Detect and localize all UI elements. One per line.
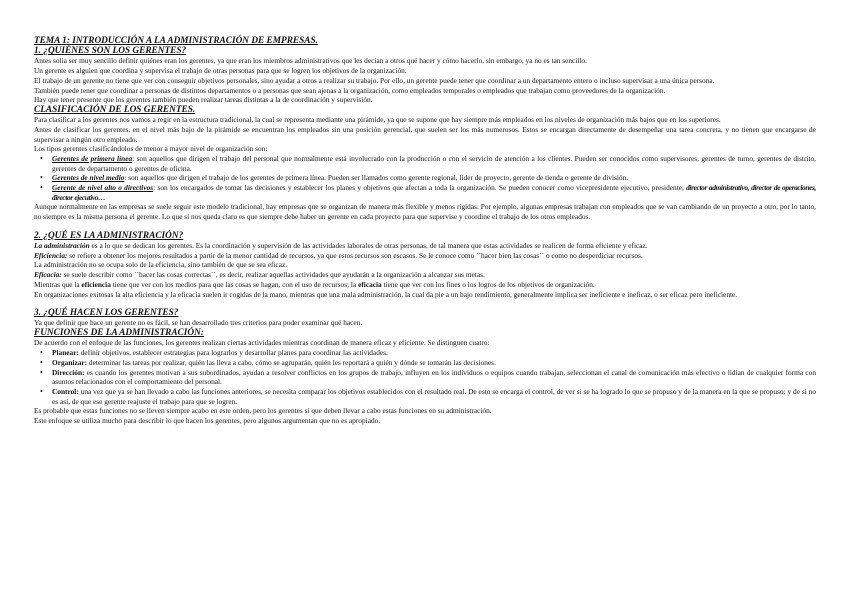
- paragraph: Ya que definir que hace un gerente no es fácil, se han desarrollado tres criterios para poder examinar qué hacen.: [34, 318, 363, 328]
- list-item-extra: director administrativo, director de operaciones, director ejecutivo…: [52, 183, 816, 202]
- list-item-text: : son aquellos que dirigen el trabajo de los gerentes de primera línea. Pueden ser llamados como gerente regional, líder de proyecto, gerente de tienda o gerente de división.: [124, 173, 629, 183]
- list-item: [52, 368, 816, 387]
- classification-heading: CLASIFICACIÓN DE LOS GERENTES.: [34, 104, 196, 115]
- term: La administración: [34, 241, 90, 251]
- paragraph: Para clasificar a los gerentes nos vamos a regir en la estructura tradicional, la cual se representa mediante una pirámide, ya que se supone que hay siempre más empleados en los niveles de organización más bajos que en los superiores.: [34, 115, 721, 125]
- text: se refiere a obtener los mejores resultados a partir de la menor cantidad de recursos, ya que estos recursos son escasos. Se le conoce como ``hacer bien las cosas´´ o como no desperdiciar recursos.: [67, 250, 643, 260]
- term: Eficacia:: [34, 270, 62, 280]
- list-item: [52, 387, 816, 406]
- functions-list: [34, 348, 816, 406]
- list-item-term: Control:: [52, 386, 79, 396]
- paragraph: En organizaciones exitosas la alta eficiencia y la eficacia suelen ir cogidas de la mano, mientras que una mala administración, la cual da pie a un bajo rendimiento, generalmente implica ser ineficiente e ineficaz, o ser eficaz pero ineficiente.: [34, 289, 738, 299]
- term: eficacia: [358, 279, 382, 289]
- text: es a lo que se dedican los gerentes. Es la coordinación y supervisión de las actividades laborales de otras personas, de tal manera que estas actividades se realicen de forma eficiente y eficaz.: [89, 241, 648, 251]
- list-item-term: Organizar:: [52, 357, 88, 367]
- list-item: [52, 154, 816, 173]
- text: tiene que ver con los medios para que las cosas se hagan, con el uso de recursos; la: [110, 279, 359, 289]
- paragraph: [34, 280, 816, 290]
- functions-heading: FUNCIONES DE LA ADMINISTRACIÓN:: [34, 328, 204, 339]
- manager-types-list: [34, 154, 816, 203]
- text: se suele describir como ``hacer las cosas correctas´´, es decir, realizar aquellas actividades que ayudarán a la organización a alcanzar sus metas.: [61, 270, 485, 280]
- list-item-text: es cuando los gerentes motivan a sus subordinados, ayudan a resolver conflictos en los grupos de trabajo, influyen en los individuos o equipos cuando trabajan, seleccionan el canal de comunicación más efectivo o lidian de cualquier forma con asuntos relacionados con el comportamiento del personal.: [52, 367, 816, 387]
- paragraph: [34, 270, 816, 280]
- paragraph: También puede tener que coordinar a personas de distintos departamentos o a personas que sean ajenas a la organización, como empleados temporales o empleados que trabajan como proveedores de la organización.: [34, 85, 666, 95]
- paragraph: Este enfoque se utiliza mucho para describir lo que hacen los gerentes, pero algunos argumentan que no es apropiado.: [34, 416, 381, 426]
- paragraph: El trabajo de un gerente no tiene que ver con conseguir objetivos personales, sino ayudar a otros a realizar su trabajo. Por ello, un gerente puede tener que coordinar a un departamento entero o incluso supervisar a una única persona.: [34, 75, 715, 85]
- paragraph: Hay que tener presente que los gerentes también pueden realizar tareas distintas a la de coordinación y supervisión.: [34, 95, 373, 105]
- section-1-heading: 1. ¿QUIÉNES SON LOS GERENTES?: [34, 46, 187, 57]
- text: Mientras que la: [34, 279, 82, 289]
- list-item: [52, 173, 816, 183]
- list-item-text: determinar las tareas por realizar, quién las lleva a cabo, cómo se agruparán, quién les reportará a quién y dónde se tomarán las decisiones.: [87, 357, 496, 367]
- list-item-text: : son aquellos que dirigen el trabajo del personal que normalmente está involucrado con la producción o con el servicio de atención a los clientes. Pueden ser conocidos como supervisores, gerentes de turno, gerentes de distrito, gerentes de departamento o gerentes de oficina.: [52, 153, 816, 173]
- paragraph: [34, 241, 816, 251]
- paragraph: De acuerdo con el enfoque de las funciones, los gerentes realizan ciertas actividades mientras coordinan de manera eficaz y eficiente. Se distinguen cuatro:: [34, 338, 490, 348]
- paragraph: Un gerente es alguien que coordina y supervisa el trabajo de otras personas para que se logren los objetivos de la organización.: [34, 66, 407, 76]
- list-item-text: una vez que ya se han llevado a cabo las funciones anteriores, se necesita comparar los objetivos establecidos con el resultado real. De esto se encarga el control, de ver si se ha logrado lo que se propuso y de la manera en la que se propuso; y de si no es así, de que ese gerente reajuste el trabajo para que se logren.: [52, 386, 816, 406]
- document-title: TEMA 1: INTRODUCCIÓN A LA ADMINISTRACIÓN DE EMPRESAS.: [34, 36, 318, 46]
- list-item-term: Gerentes de nivel medio: [52, 173, 125, 183]
- paragraph: Los tipos gerentes clasificándolos de menor a mayor nivel de organización son:: [34, 144, 268, 154]
- paragraph: [34, 251, 816, 261]
- paragraph: Antes de clasificar los gerentes, en el nivel más bajo de la pirámide se encuentran los empleados sin una posición gerencial, que suelen ser los más numerosos. Estos se encargan directamente de desempeñar una tarea concreta, y no tienen que encargarse de supervisar a ningún otro empleado.: [34, 124, 816, 144]
- list-item: [52, 348, 816, 358]
- list-item-text: definir objetivos, establecer estrategias para lograrlos y desarrollar planes para coordinar las actividades.: [78, 348, 388, 358]
- list-item: [52, 183, 816, 202]
- list-item-term: Gerente de nivel alto o directivos: [52, 183, 154, 193]
- document-page: [34, 36, 816, 426]
- list-item-term: Dirección:: [52, 367, 85, 377]
- list-item-text: : son los encargados de tomar las decisiones y establecer los planes y objetivos que afectan a toda la organización. Se pueden conocer como vicepresidente ejecutivo, presidente,: [153, 183, 684, 193]
- paragraph: Es probable que estas funciones no se lleven siempre acabo en este orden, pero los gerentes sí que deben llevar a cabo estas funciones en su administración.: [34, 406, 492, 416]
- text: tiene que ver con los fines o los logros de los objetivos de organización.: [381, 279, 595, 289]
- list-item-term: Gerentes de primera línea: [52, 153, 133, 163]
- term: Eficiencia:: [34, 250, 68, 260]
- section-3-heading: 3. ¿QUÉ HACEN LOS GERENTES?: [34, 308, 179, 319]
- list-item-term: Planear:: [52, 348, 79, 358]
- section-2-heading: 2. ¿QUÉ ES LA ADMINISTRACIÓN?: [34, 230, 184, 241]
- paragraph: La administración no se ocupa solo de la eficiencia, sino también de que se sea eficaz.: [34, 260, 288, 270]
- term: eficiencia: [81, 279, 111, 289]
- paragraph: Aunque normalmente en las empresas se suele seguir este modelo tradicional, hay empresas que se organizan de manera más flexible y menos rígidas. Por ejemplo, algunas empresas trabajan con empleados que se van cambiando de un proyecto a otro, por lo tanto, no siempre es la misma persona el gerente. Lo que sí nos queda claro es que siempre debe haber un gerente en cada proyecto para que supervise y coordine el trabajo de los otros empleados.: [34, 202, 816, 222]
- list-item: [52, 358, 816, 368]
- paragraph: Antes solía ser muy sencillo definir quiénes eran los gerentes, ya que eran los miembros administrativos que les decían a otros qué hacer y cómo hacerlo, sin embargo, ya no es tan sencillo.: [34, 56, 587, 66]
